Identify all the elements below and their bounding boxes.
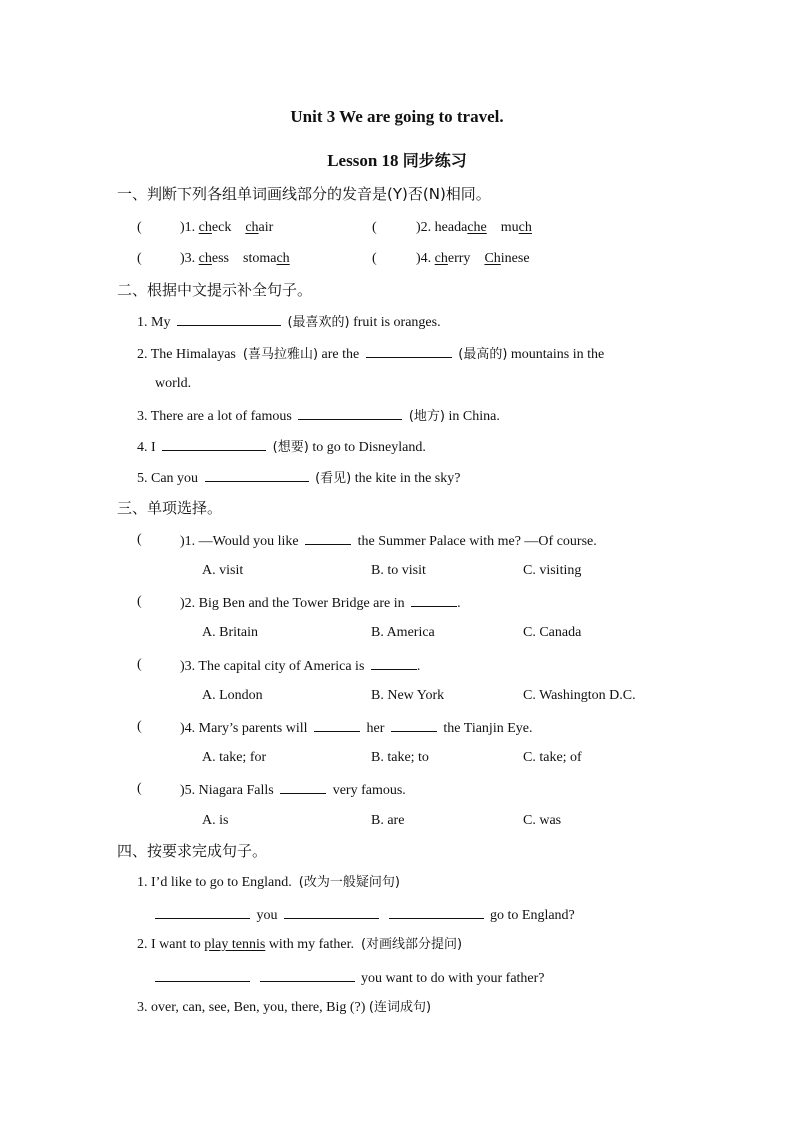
s3-q1-stem: )1. —Would you like the Summer Palace with me? —Of course. [180,531,597,551]
s1-q4: )4. cherry Chinese [416,251,530,266]
answer-paren: ( [137,532,142,547]
fill-blank[interactable] [391,718,437,732]
s3-q3-option-c[interactable]: C. Washington D.C. [523,688,636,703]
answer-paren: ( [137,719,142,734]
s4-q2: 2. I want to play tennis with my father. (对画线部分提问) [137,937,463,952]
section-4-heading: 四、按要求完成句子。 [117,842,268,860]
fill-blank[interactable] [298,406,402,420]
answer-paren: ( [137,781,142,796]
s2-q5: 5. Can you (看见) the kite in the sky? [137,468,460,488]
s3-q5-stem: )5. Niagara Falls very famous. [180,780,406,800]
answer-paren: ( [372,220,377,235]
lesson-title [0,148,794,171]
fill-blank[interactable] [366,344,452,358]
s1-q3: )3. chess stomach [180,251,290,266]
fill-blank[interactable] [155,905,250,919]
lesson-number: Lesson 18 [327,151,399,170]
fill-blank[interactable] [389,905,484,919]
s3-q5-option-c[interactable]: C. was [523,813,562,828]
s3-q3-option-b[interactable]: B. New York [371,688,445,703]
fill-blank[interactable] [162,437,266,451]
section-1-heading: 一、判断下列各组单词画线部分的发音是(Y)否(N)相同。 [117,185,491,203]
fill-blank[interactable] [371,656,417,670]
fill-blank[interactable] [205,468,309,482]
s2-q2-cont: world. [155,376,192,391]
s3-q2-option-b[interactable]: B. America [371,625,435,640]
s1-q2: )2. headache much [416,220,532,235]
s2-q2: 2. The Himalayas (喜马拉雅山) are the (最高的) mountains in the [137,344,604,364]
s1-q1: )1. check chair [180,220,274,235]
s3-q2-stem: )2. Big Ben and the Tower Bridge are in . [180,593,461,613]
s3-q4-option-a[interactable]: A. take; for [202,750,267,765]
s3-q1-option-a[interactable]: A. visit [202,563,244,578]
s3-q5-option-a[interactable]: A. is [202,813,229,828]
fill-blank[interactable] [177,312,281,326]
s3-q4-option-c[interactable]: C. take; of [523,750,582,765]
answer-paren: ( [137,594,142,609]
answer-paren: ( [137,251,142,266]
fill-blank[interactable] [284,905,379,919]
s2-q3: 3. There are a lot of famous (地方) in China. [137,406,500,426]
s3-q1-option-b[interactable]: B. to visit [371,563,426,578]
s4-q1-answer: you go to England? [155,905,575,925]
section-2-heading: 二、根据中文提示补全句子。 [117,281,313,299]
answer-paren: ( [137,220,142,235]
s3-q3-stem: )3. The capital city of America is . [180,656,420,676]
s3-q4-option-b[interactable]: B. take; to [371,750,429,765]
unit-title: Unit 3 We are going to travel. [290,107,504,126]
fill-blank[interactable] [411,593,457,607]
fill-blank[interactable] [155,968,250,982]
s3-q4-stem: )4. Mary’s parents will her the Tianjin Eye. [180,718,532,738]
s2-q4: 4. I (想要) to go to Disneyland. [137,437,426,457]
lesson-subtitle: 同步练习 [402,151,467,170]
s3-q5-option-b[interactable]: B. are [371,813,405,828]
s4-q1: 1. I’d like to go to England. (改为一般疑问句) [137,875,400,890]
section-3-heading: 三、单项选择。 [117,499,223,517]
s4-q3: 3. over, can, see, Ben, you, there, Big (?) (连词成句) [137,1000,432,1015]
fill-blank[interactable] [305,531,351,545]
s3-q2-option-a[interactable]: A. Britain [202,625,258,640]
fill-blank[interactable] [314,718,360,732]
s4-q2-answer: you want to do with your father? [155,968,545,988]
fill-blank[interactable] [280,780,326,794]
answer-paren: ( [372,251,377,266]
answer-paren: ( [137,657,142,672]
fill-blank[interactable] [260,968,355,982]
s2-q1: 1. My (最喜欢的) fruit is oranges. [137,312,441,332]
s3-q3-option-a[interactable]: A. London [202,688,263,703]
s3-q2-option-c[interactable]: C. Canada [523,625,582,640]
s3-q1-option-c[interactable]: C. visiting [523,563,582,578]
